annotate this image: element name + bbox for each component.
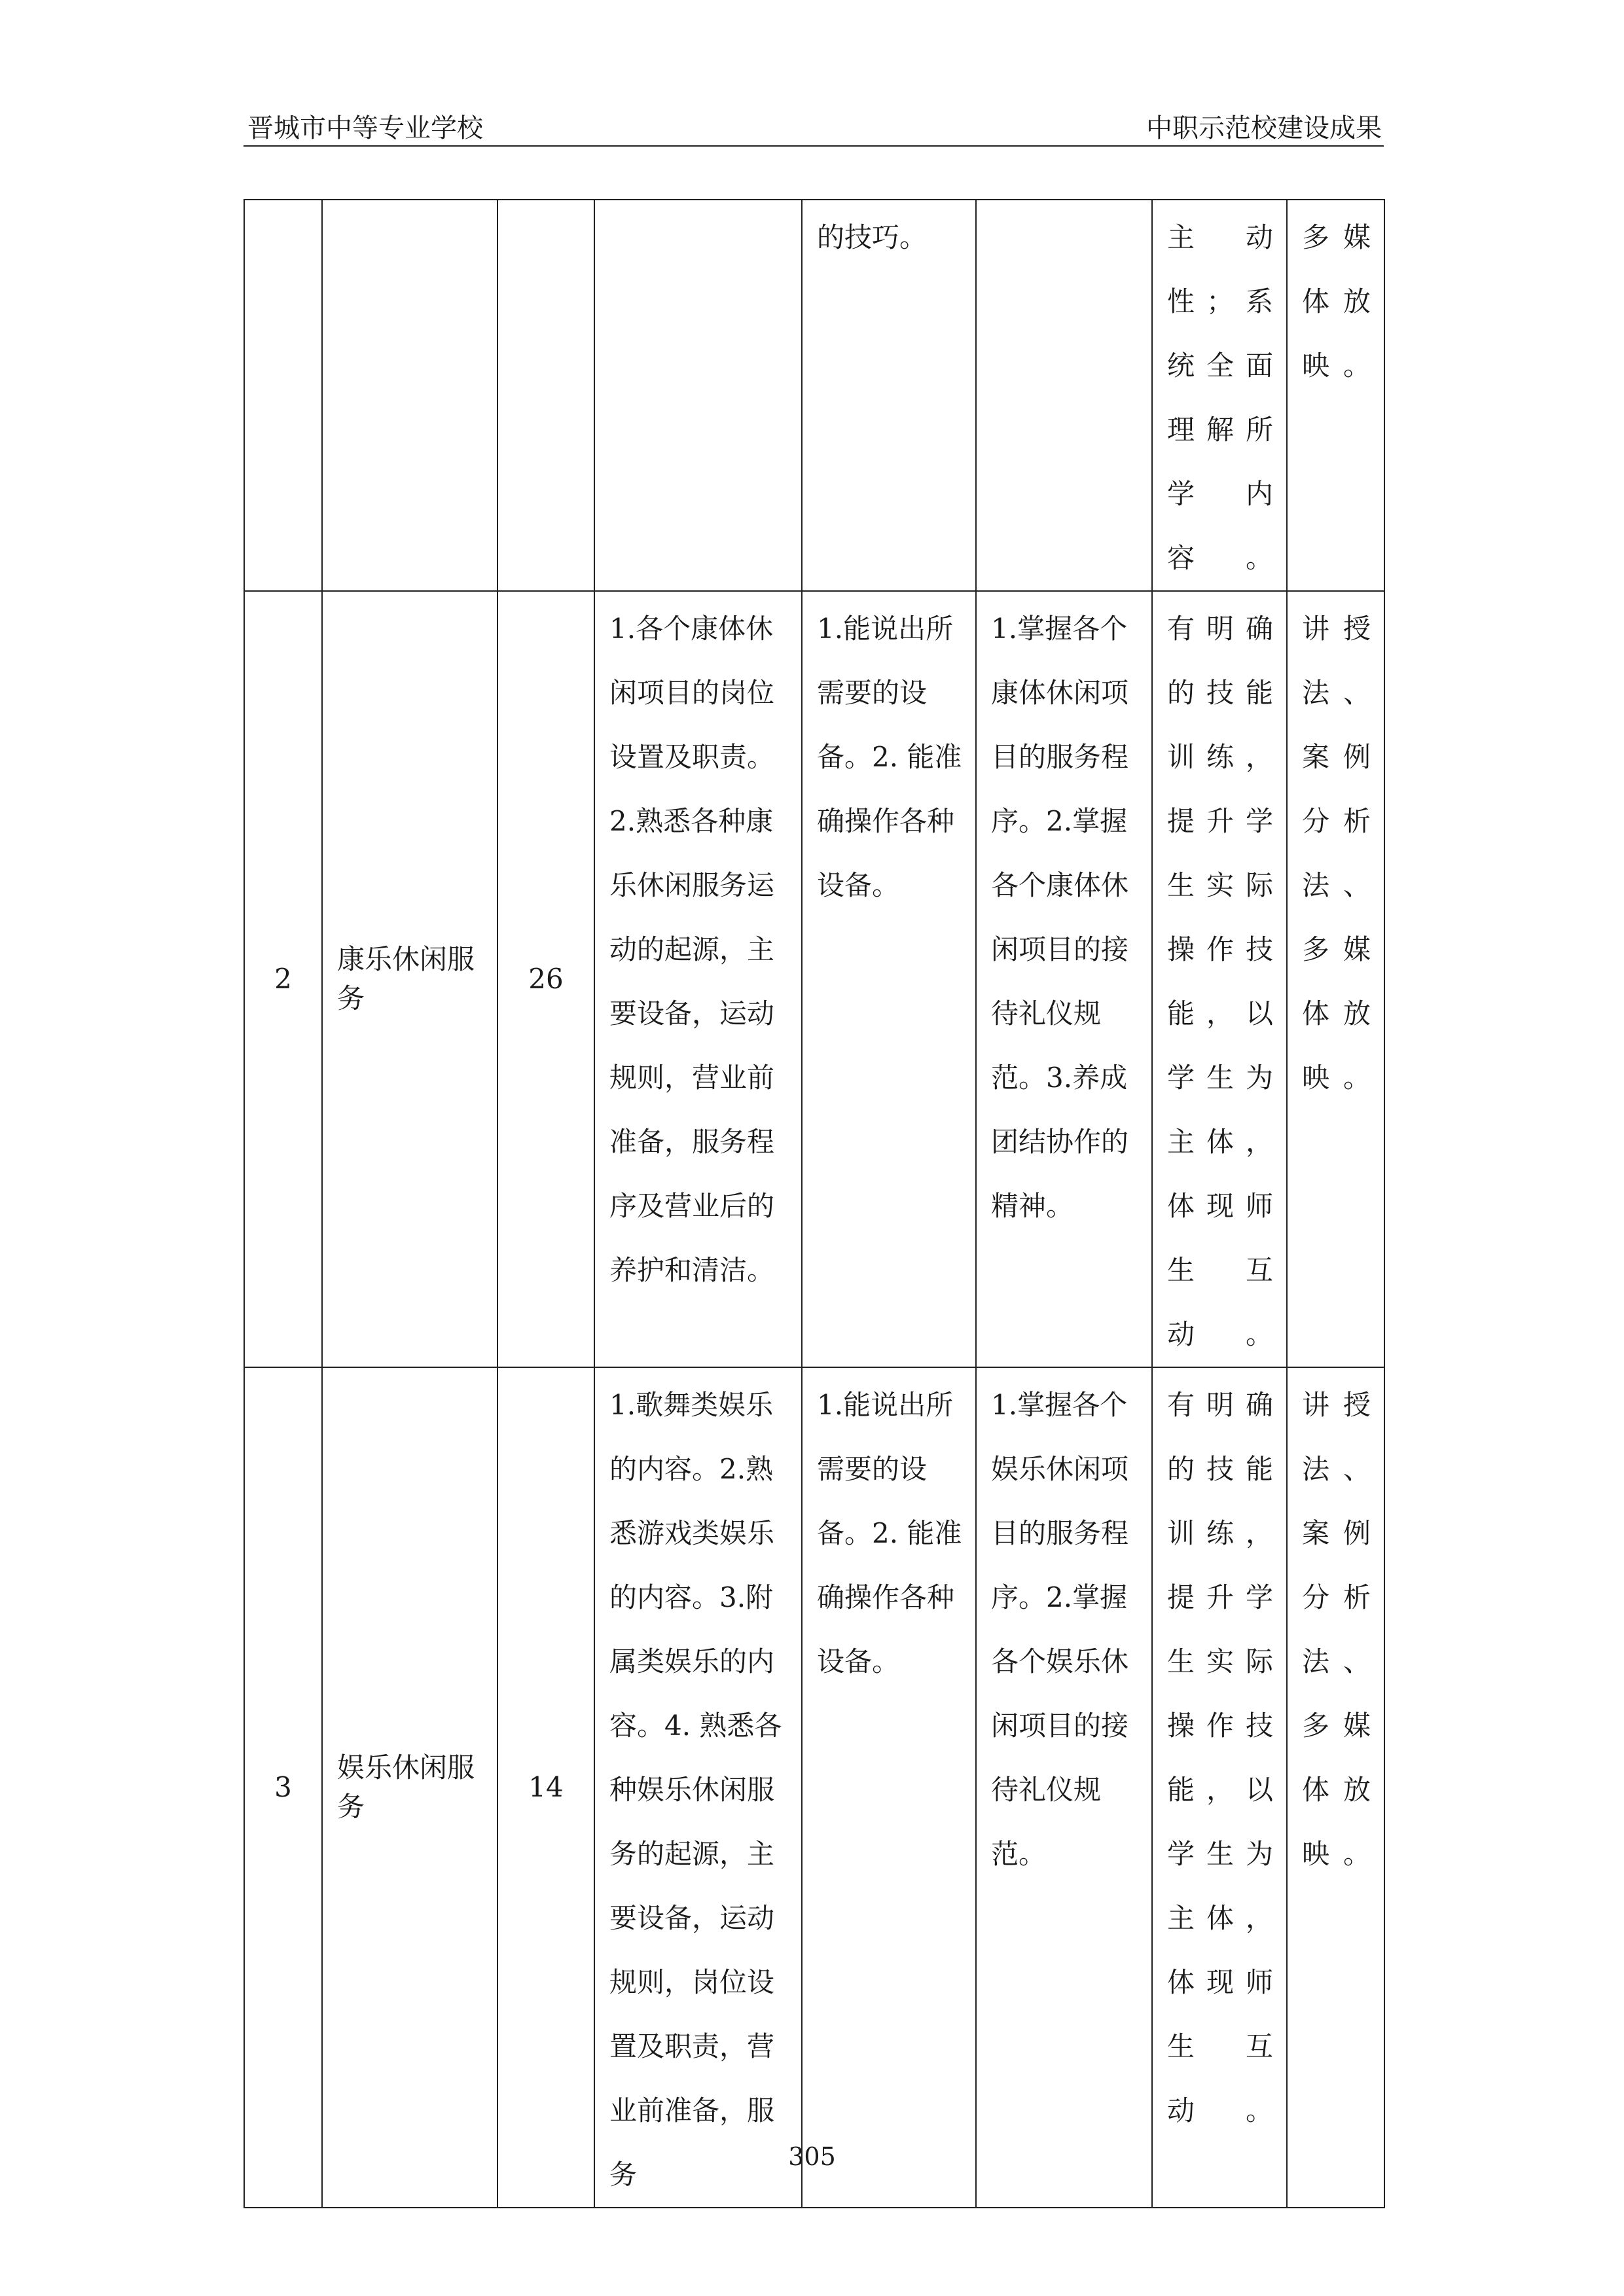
teaching-methods: 讲授法、案例分析法、多媒体放映。 (1287, 591, 1384, 1367)
skill-requirements: 的技巧。 (802, 200, 976, 591)
teaching-goals (976, 200, 1152, 591)
teaching-methods: 讲授法、案例分析法、多媒体放映。 (1287, 1367, 1384, 2208)
teaching-content: 1.歌舞类娱乐的内容。2.熟悉游戏类娱乐的内容。3.附属类娱乐的内容。4. 熟悉各种娱乐休闲服务的起源，主要设备，运动规则，岗位设置及职责，营业前准备，服务 (594, 1367, 802, 2208)
module-name (322, 200, 497, 591)
school-name: 晋城市中等专业学校 (247, 113, 483, 143)
row-number: 2 (244, 591, 322, 1367)
module-name: 娱乐休闲服务 (322, 1367, 497, 2208)
teaching-requirements: 主动性；系统全面理解所学内容。 (1152, 200, 1287, 591)
table-row (244, 591, 1384, 1367)
teaching-goals: 1.掌握各个娱乐休闲项目的服务程序。2.掌握各个娱乐休闲项目的接待礼仪规范。 (976, 1367, 1152, 2208)
table-row (244, 200, 1384, 591)
module-name: 康乐休闲服务 (322, 591, 497, 1367)
table-row (244, 1367, 1384, 2208)
teaching-requirements: 有明确的技能训练，提升学生实际操作技能，以学生为主体，体现师生互动。 (1152, 1367, 1287, 2208)
teaching-goals: 1.掌握各个康体休闲项目的服务程序。2.掌握各个康体休闲项目的接待礼仪规范。3.养成团结协作的精神。 (976, 591, 1152, 1367)
page-number: 305 (788, 2142, 836, 2171)
skill-requirements: 1.能说出所需要的设备。2. 能准确操作各种设备。 (802, 1367, 976, 2208)
row-number: 3 (244, 1367, 322, 2208)
class-hours (497, 200, 594, 591)
teaching-requirements: 有明确的技能训练，提升学生实际操作技能，以学生为主体，体现师生互动。 (1152, 591, 1287, 1367)
class-hours: 26 (497, 591, 594, 1367)
teaching-content (594, 200, 802, 591)
row-number (244, 200, 322, 591)
class-hours: 14 (497, 1367, 594, 2208)
skill-requirements: 1.能说出所需要的设备。2. 能准确操作各种设备。 (802, 591, 976, 1367)
course-content-table (244, 199, 1385, 2208)
teaching-methods: 多媒体放映。 (1287, 200, 1384, 591)
teaching-content: 1.各个康体休闲项目的岗位设置及职责。2.熟悉各种康乐休闲服务运动的起源，主要设备，运动规则，营业前准备，服务程序及营业后的养护和清洁。 (594, 591, 802, 1367)
header-divider (244, 145, 1384, 147)
document-title: 中职示范校建设成果 (1146, 113, 1382, 143)
